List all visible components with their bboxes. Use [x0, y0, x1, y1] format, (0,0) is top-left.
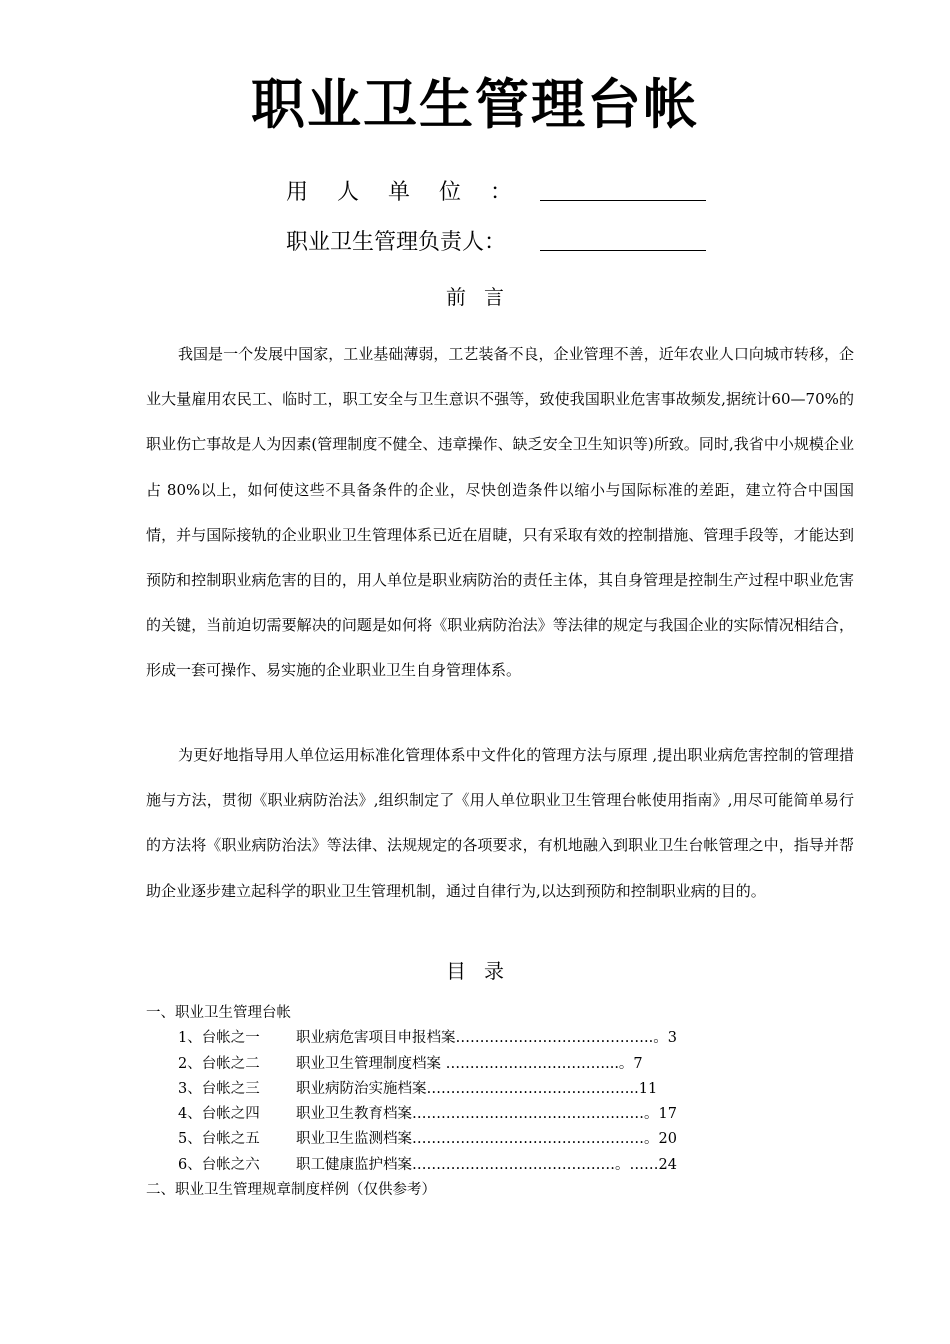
- employer-blank-line: [540, 176, 706, 201]
- toc-entry-number: 1、台帐之一: [178, 1030, 260, 1047]
- toc-entry[interactable]: [146, 1077, 846, 1102]
- manager-label: 职业卫生管理负责人：: [286, 230, 507, 255]
- preface-paragraph: 我国是一个发展中国家，工业基础薄弱，工艺装备不良，企业管理不善，近年农业人口向城市转移，企业大量雇用农民工、临时工，职工安全与卫生意识不强等，致使我国职业危害事故频发,据统计60—70%的职业伤亡事故是人为因素(管理制度不健全、违章操作、缺乏安全卫生知识等)所致。同时,我省中小规模企业占 80%以上，如何使这些不具备条件的企业，尽快创造条件以缩小与国际标准的差距，建立符合中国国情，并与国际接轨的企业职业卫生管理体系已近在眉睫，只有采取有效的控制措施、管理手段等，才能达到预防和控制职业病危害的目的，用人单位是职业病防治的责任主体，其自身管理是控制生产过程中职业危害的关键，当前迫切需要解决的问题是如何将《职业病防治法》等法律的规定与我国企业的实际情况相结合，形成一套可操作、易实施的企业职业卫生自身管理体系。: [146, 345, 854, 680]
- toc-entry[interactable]: [146, 1127, 846, 1152]
- toc-entry-number: 4、台帐之四: [178, 1106, 260, 1123]
- toc-entry-number: 5、台帐之五: [178, 1131, 260, 1148]
- manager-field: [286, 226, 706, 260]
- table-of-contents: [146, 1001, 846, 1203]
- toc-entry[interactable]: [146, 1153, 846, 1178]
- toc-entry-text: 职业病防治实施档案……………………………………..11: [296, 1080, 658, 1097]
- toc-entry-text: 职工健康监护档案……………………………………。……24: [296, 1156, 677, 1173]
- toc-entry[interactable]: [146, 1102, 846, 1127]
- toc-section-title[interactable]: 一、职业卫生管理台帐: [146, 1005, 291, 1021]
- employer-field: [286, 176, 706, 210]
- toc-heading: 目录: [446, 959, 522, 983]
- toc-entry-number: 6、台帐之六: [178, 1156, 260, 1173]
- toc-entry-text: 职业卫生监测档案…………………………………………。20: [296, 1131, 677, 1148]
- toc-entry-text: 职业卫生教育档案…………………………………………。17: [296, 1106, 677, 1123]
- toc-section-title[interactable]: 二、职业卫生管理规章制度样例（仅供参考）: [146, 1182, 436, 1199]
- toc-entry-text: 职业卫生管理制度档案 ……………………………...。7: [296, 1055, 643, 1072]
- preface-paragraph: 为更好地指导用人单位运用标准化管理体系中文件化的管理方法与原理 ,提出职业病危害控制的管理措施与方法，贯彻《职业病防治法》,组织制定了《用人单位职业卫生管理台帐使用指南》,用尽可能简单易行的方法将《职业病防治法》等法律、法规规定的各项要求，有机地融入到职业卫生台帐管理之中，指导并帮助企业逐步建立起科学的职业卫生管理机制，通过自律行为,以达到预防和控制职业病的目的。: [146, 746, 854, 900]
- manager-blank-line: [540, 226, 706, 251]
- toc-entry-number: 3、台帐之三: [178, 1080, 260, 1097]
- preface-heading: 前言: [446, 285, 522, 309]
- document-title: 职业卫生管理台帐: [251, 73, 699, 136]
- toc-entry-number: 2、台帐之二: [178, 1055, 260, 1072]
- toc-entry-text: 职业病危害项目申报档案…………………………………..。3: [296, 1030, 677, 1047]
- toc-entry[interactable]: [146, 1052, 846, 1077]
- toc-entry[interactable]: [146, 1026, 846, 1051]
- employer-label: 用人单位：: [286, 180, 542, 205]
